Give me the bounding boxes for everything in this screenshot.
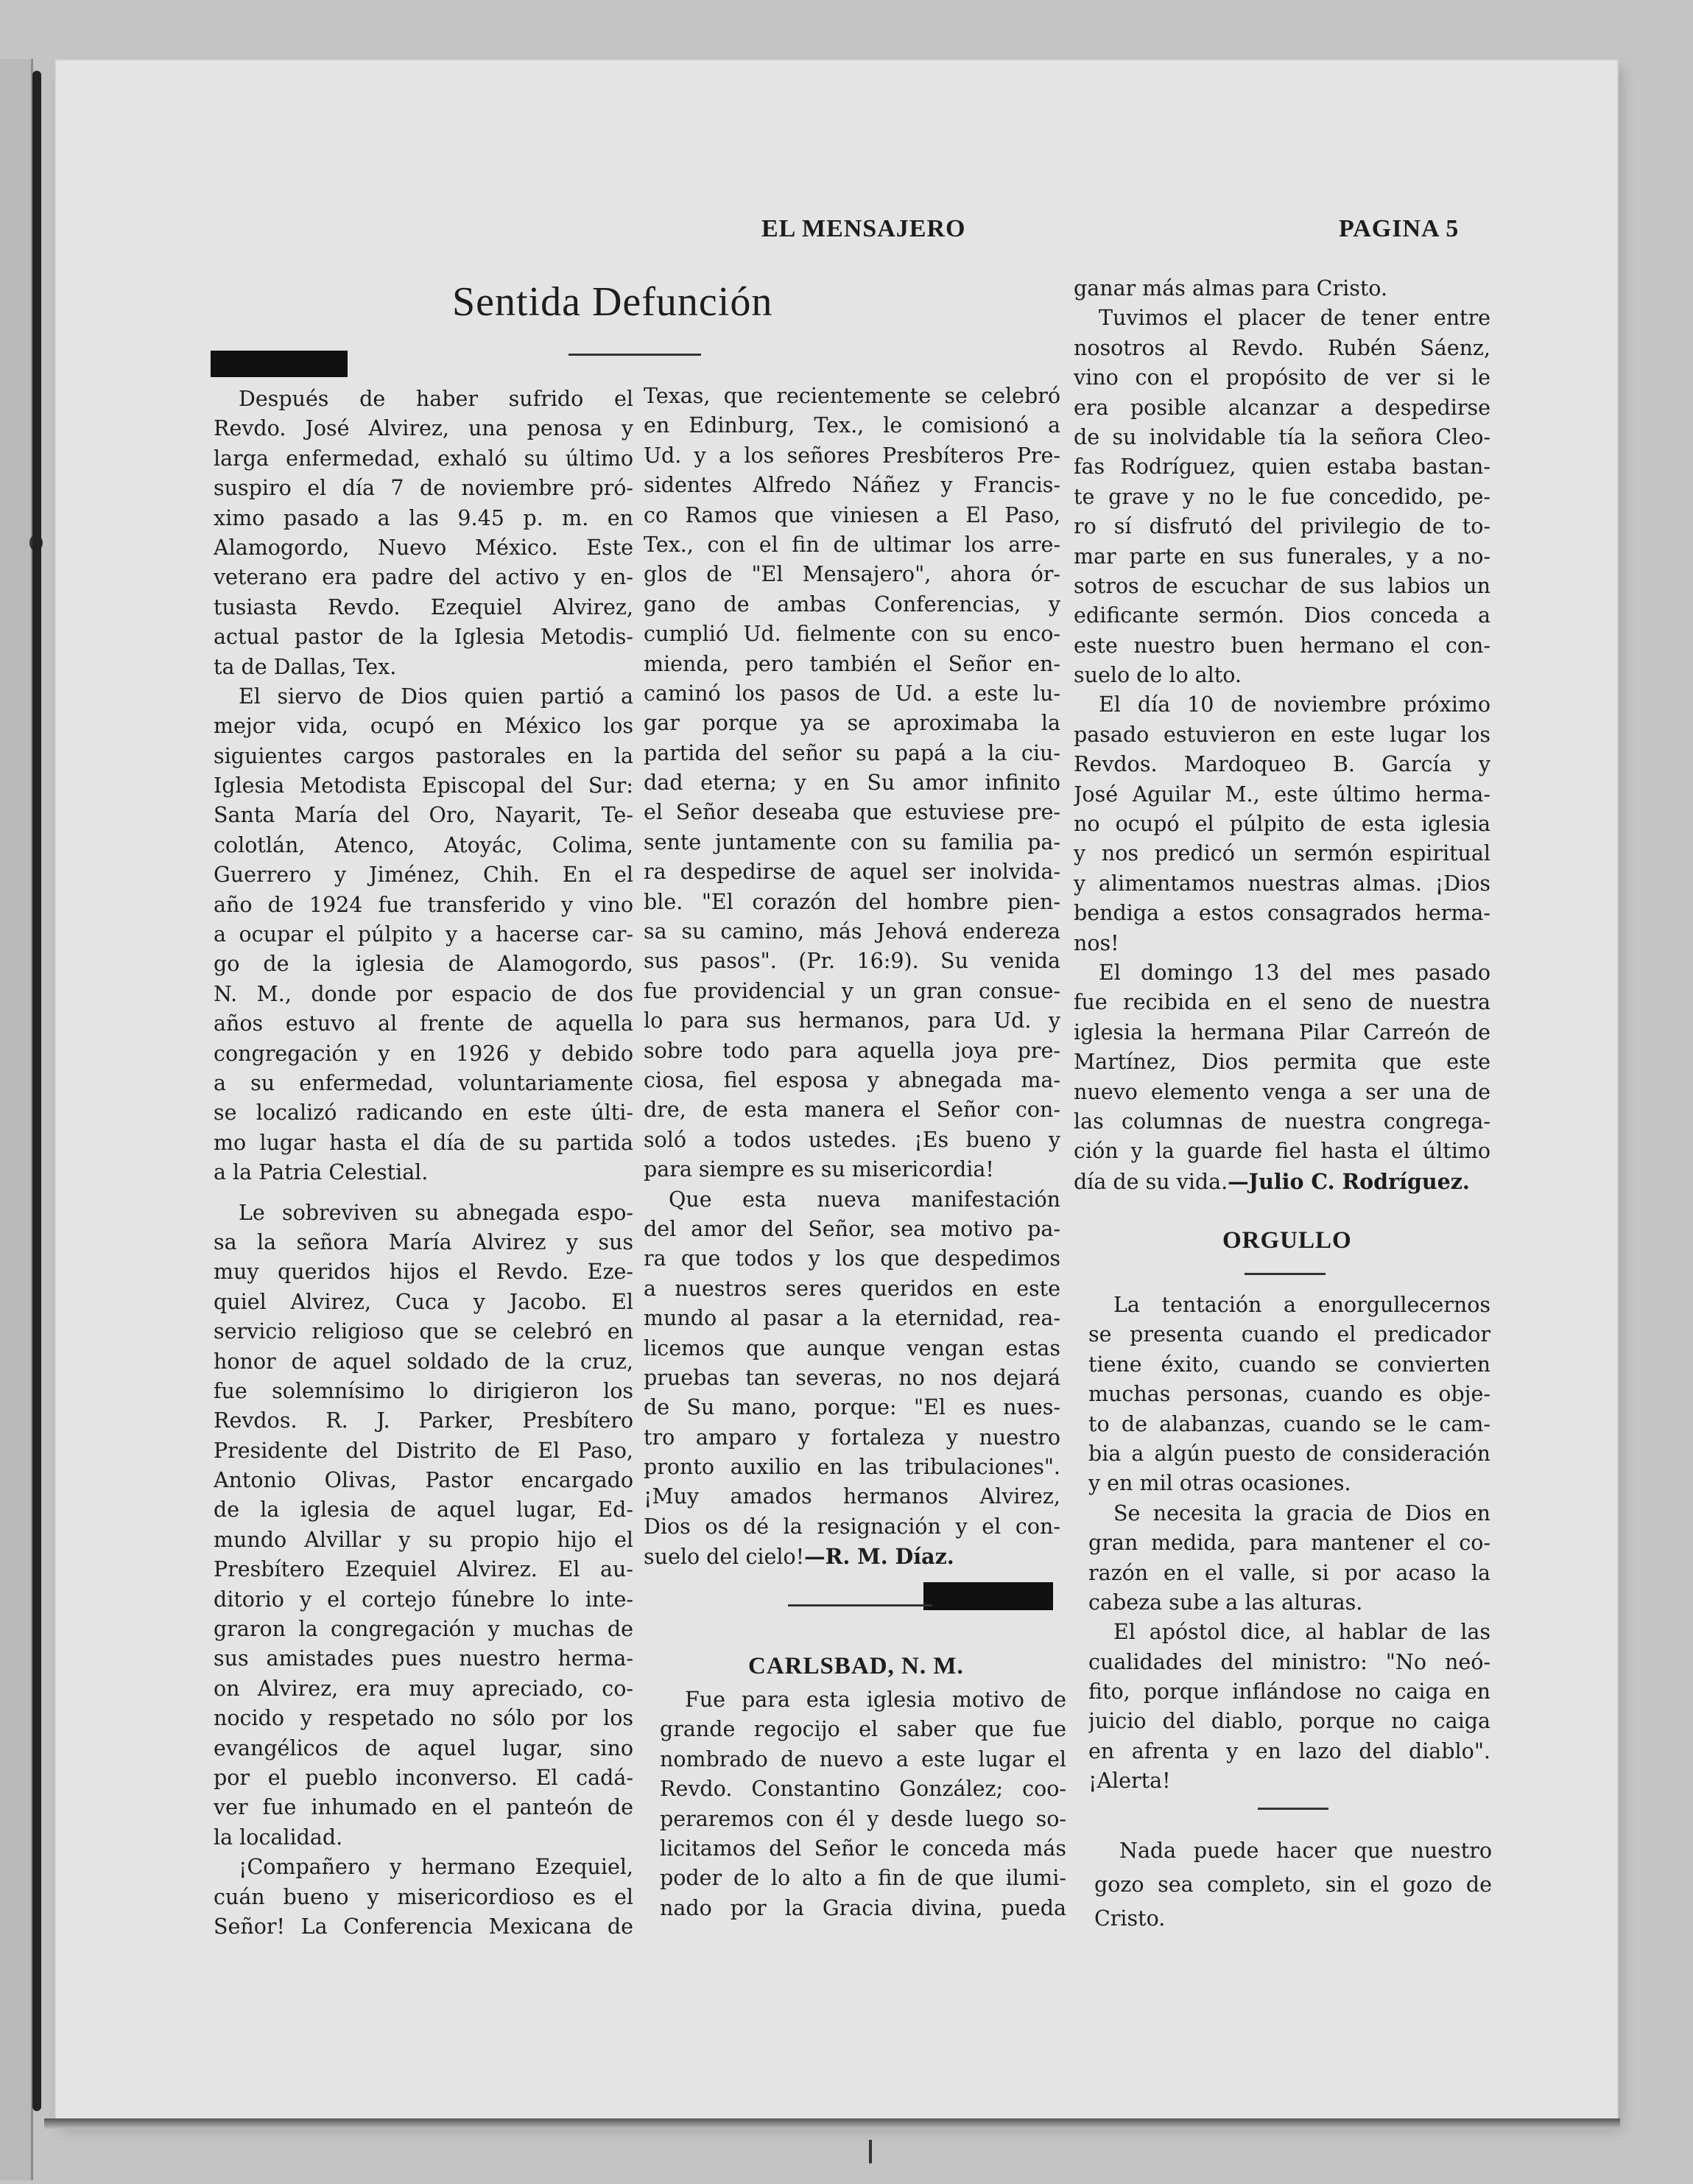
section-rule	[1245, 1273, 1326, 1275]
text-line: a su enfermedad, voluntariamente	[214, 1070, 633, 1095]
text-line: tiene éxito, cuando se convierten	[1088, 1352, 1490, 1377]
text-line: sa su camino, más Jehová endereza	[644, 919, 1060, 944]
text-line: y nos predicó un sermón espiritual	[1074, 841, 1490, 866]
text-line: gran medida, para mantener el co-	[1088, 1531, 1490, 1556]
redaction-block	[923, 1582, 1053, 1610]
text-line: ver fue inhumado en el panteón de	[214, 1795, 633, 1820]
text-line: ra despedirse de aquel ser inolvida-	[644, 860, 1060, 885]
text-line: Guerrero y Jiménez, Chih. En el	[214, 863, 633, 888]
text-line: bia a algún puesto de consideración	[1088, 1441, 1490, 1466]
text-line: glos de "El Mensajero", ahora ór-	[644, 562, 1060, 587]
text-line: Revdo. José Alvirez, una penosa y	[214, 416, 633, 441]
text-line: El día 10 de noviembre próximo	[1099, 692, 1490, 717]
text-line: congregación y en 1926 y debido	[214, 1041, 633, 1066]
text-line: en Edinburg, Tex., le comisionó a	[644, 413, 1060, 438]
text-line: muchas personas, cuando es obje-	[1088, 1382, 1490, 1407]
text-line: licemos que aunque vengan estas	[644, 1335, 1060, 1360]
closing-text: suelo del cielo!	[644, 1545, 805, 1570]
text-line: Revdos. Mardoqueo B. García y	[1074, 752, 1490, 777]
text-line: tro amparo y fortaleza y nuestro	[644, 1425, 1060, 1450]
text-line: honor de aquel soldado de la cruz,	[214, 1349, 633, 1374]
text-line: El apóstol dice, al hablar de las	[1113, 1620, 1490, 1645]
text-line: en afrenta y en lazo del diablo".	[1088, 1738, 1490, 1763]
redaction-block	[211, 351, 348, 377]
text-line: lo para sus hermanos, para Ud. y	[644, 1008, 1060, 1033]
binding-edge	[32, 71, 41, 2111]
text-line: bendiga a estos consagrados herma-	[1074, 901, 1490, 926]
text-line: José Aguilar M., este último herma-	[1074, 782, 1490, 807]
text-line: de su inolvidable tía la señora Cleo-	[1074, 424, 1490, 449]
scan-mark	[869, 2140, 872, 2163]
text-line: nosotros al Revdo. Rubén Sáenz,	[1074, 335, 1490, 360]
text-line: suspiro el día 7 de noviembre pró-	[214, 476, 633, 501]
text-line: El siervo de Dios quien partió a	[239, 684, 633, 709]
text-line: vino con el propósito de ver si le	[1074, 365, 1490, 390]
closing-quote	[1094, 1834, 1492, 1936]
text-line: gano de ambas Conferencias, y	[644, 591, 1060, 617]
text-line: mundo Alvillar y su propio hijo el	[214, 1527, 633, 1552]
text-line: Nada puede hacer que nuestro	[1119, 1839, 1492, 1863]
text-line: ta de Dallas, Tex.	[214, 654, 397, 679]
text-line: pruebas tan severas, no nos dejará	[644, 1365, 1060, 1390]
text-line	[1074, 1167, 1490, 1196]
left-page-edge	[0, 59, 33, 2180]
publication-title: EL MENSAJERO	[761, 215, 966, 242]
text-line: Fue para esta iglesia motivo de	[685, 1688, 1066, 1712]
text-line: Antonio Olivas, Pastor encargado	[214, 1468, 633, 1493]
text-line: fue recibida en el seno de nuestra	[1074, 990, 1490, 1015]
text-line: ción y la guarde fiel hasta el último	[1074, 1139, 1490, 1164]
text-line: el Señor deseaba que estuviese pre-	[644, 800, 1060, 825]
text-line: Cristo.	[1094, 1906, 1166, 1931]
text-line: mienda, pero también el Señor en-	[644, 651, 1060, 676]
text-line: ditorio y el cortejo fúnebre lo inte-	[214, 1587, 633, 1612]
text-line: nado por la Gracia divina, pueda	[660, 1895, 1066, 1920]
text-line: se localizó radicando en este últi-	[214, 1100, 633, 1126]
text-line: a ocupar el púlpito y a hacerse car-	[214, 922, 633, 947]
text-line: años estuvo al frente de aquella	[214, 1011, 633, 1036]
text-line: Dios os dé la resignación y el con-	[644, 1514, 1060, 1539]
text-line: Presbítero Ezequiel Alvirez. El au-	[214, 1557, 633, 1582]
text-line: juicio del diablo, porque no caiga	[1088, 1709, 1490, 1734]
text-line: colotlán, Atenco, Atoyác, Colima,	[214, 832, 633, 857]
text-line: actual pastor de la Iglesia Metodis-	[214, 625, 633, 650]
text-line: a nuestros seres queridos en este	[644, 1276, 1060, 1301]
text-line: mar parte en sus funerales, y a no-	[1074, 544, 1490, 569]
text-line: razón en el valle, si por acaso la	[1088, 1560, 1490, 1585]
text-line: N. M., donde por espacio de dos	[214, 981, 633, 1006]
text-line: Señor! La Conferencia Mexicana de	[214, 1914, 633, 1939]
text-line: no ocupó el púlpito de esta iglesia	[1074, 812, 1490, 837]
text-line: sente juntamente con su familia pa-	[644, 829, 1060, 854]
text-line: cuán bueno y misericordioso es el	[214, 1884, 633, 1909]
text-line: nuevo elemento venga a ser una de	[1074, 1079, 1490, 1104]
column-right	[1074, 274, 1490, 1196]
text-line: licitamos del Señor le conceda más	[660, 1836, 1066, 1861]
text-line: gozo sea completo, sin el gozo de	[1094, 1872, 1492, 1897]
text-line: dad eterna; y en Su amor infinito	[644, 770, 1060, 796]
text-line: cualidades del ministro: "No neó-	[1088, 1649, 1490, 1674]
text-line: on Alvirez, era muy apreciado, co-	[214, 1676, 633, 1701]
text-line: iglesia la hermana Pilar Carreón de	[1074, 1019, 1490, 1044]
text-line: se presenta cuando el predicador	[1088, 1322, 1490, 1347]
text-line: a la Patria Celestial.	[214, 1160, 429, 1185]
text-line: y alimentamos nuestras almas. ¡Dios	[1074, 871, 1490, 896]
text-line: Tex., con el fin de ultimar los arre-	[644, 532, 1060, 557]
article-title: Sentida Defunción	[452, 279, 773, 325]
text-line: soló a todos ustedes. ¡Es bueno y	[644, 1127, 1060, 1152]
text-line: co Ramos que viniesen a El Paso,	[644, 502, 1060, 527]
section-title-orgullo: ORGULLO	[1222, 1227, 1352, 1254]
text-line: to de alabanzas, cuando se le cam-	[1088, 1411, 1490, 1436]
text-line: cumplió Ud. fielmente con su enco-	[644, 622, 1060, 647]
text-line: Texas, que recientemente se celebró	[644, 384, 1060, 408]
carlsbad-text	[660, 1685, 1066, 1923]
text-line: Después de haber sufrido el	[239, 387, 633, 411]
text-line: mundo al pasar a la eternidad, rea-	[644, 1306, 1060, 1331]
text-line: sidentes Alfredo Náñez y Francis-	[644, 473, 1060, 498]
text-line: Martínez, Dios permita que este	[1074, 1050, 1490, 1075]
text-line: era posible alcanzar a despedirse	[1074, 395, 1490, 420]
text-line: quiel Alvirez, Cuca y Jacobo. El	[214, 1289, 633, 1314]
text-line: Le sobreviven su abnegada espo-	[239, 1200, 633, 1225]
text-line: go de la iglesia de Alamogordo,	[214, 952, 633, 977]
text-line: de Su mano, porque: "El es nues-	[644, 1395, 1060, 1420]
text-line: gar porque ya se aproximaba la	[644, 711, 1060, 736]
text-line: sa la señora María Alvirez y sus	[214, 1229, 633, 1254]
title-rule	[569, 354, 701, 356]
text-line: Se necesita la gracia de Dios en	[1113, 1500, 1490, 1525]
author-signature: —Julio C. Rodríguez.	[1228, 1168, 1470, 1194]
text-line: muy queridos hijos el Revdo. Eze-	[214, 1260, 633, 1285]
text-line: Que esta nueva manifestación	[669, 1187, 1060, 1212]
text-line: fas Rodríguez, quien estaba bastan-	[1074, 454, 1490, 480]
text-line: sus amistades pues nuestro herma-	[214, 1646, 633, 1671]
text-line	[644, 1542, 1060, 1571]
text-line: poder de lo alto a fin de que ilumi-	[660, 1866, 1066, 1891]
text-line: siguientes cargos pastorales en la	[214, 743, 633, 768]
column-middle	[644, 382, 1060, 1572]
text-line: caminó los pasos de Ud. a este lu-	[644, 681, 1060, 706]
text-line: ro sí disfrutó del privilegio de to-	[1074, 514, 1490, 539]
text-line: nombrado de nuevo a este lugar el	[660, 1746, 1066, 1772]
text-line: peraremos con él y desde luego so-	[660, 1806, 1066, 1831]
text-line: dre, de esta manera el Señor con-	[644, 1098, 1060, 1123]
text-line: fue solemnísimo lo dirigieron los	[214, 1378, 633, 1403]
text-line: por el pueblo inconverso. El cadá-	[214, 1765, 633, 1790]
text-line: grande regocijo el saber que fue	[660, 1717, 1066, 1742]
text-line: Ud. y a los señores Presbíteros Pre-	[644, 443, 1060, 468]
text-line: ¡Alerta!	[1088, 1769, 1171, 1794]
text-line: Alamogordo, Nuevo México. Este	[214, 535, 633, 560]
text-line: tusiasta Revdo. Ezequiel Alvirez,	[214, 594, 633, 619]
text-line: la localidad.	[214, 1825, 343, 1850]
text-line: para siempre es su misericordia!	[644, 1157, 994, 1182]
text-line: Iglesia Metodista Episcopal del Sur:	[214, 773, 633, 798]
text-line: veterano era padre del activo y en-	[214, 565, 633, 590]
text-line: pronto auxilio en las tribulaciones".	[644, 1455, 1060, 1480]
closing-text: día de su vida.	[1074, 1169, 1228, 1194]
text-line: nos!	[1074, 930, 1119, 955]
column-left	[214, 385, 633, 1942]
text-line: Presidente del Distrito de El Paso,	[214, 1438, 633, 1463]
text-line: pasado estuvieron en este lugar los	[1074, 722, 1490, 747]
text-line: Tuvimos el placer de tener entre	[1099, 306, 1490, 331]
text-line: mo lugar hasta el día de su partida	[214, 1130, 633, 1155]
text-line: ¡Compañero y hermano Ezequiel,	[239, 1855, 633, 1880]
text-line: suelo de lo alto.	[1074, 663, 1242, 688]
text-line: del amor del Señor, sea motivo pa-	[644, 1216, 1060, 1241]
text-line: ciosa, fiel esposa y abnegada ma-	[644, 1067, 1060, 1092]
text-line: El domingo 13 del mes pasado	[1099, 960, 1490, 985]
text-line: Revdos. R. J. Parker, Presbítero	[214, 1408, 633, 1433]
text-line: este nuestro buen hermano el con-	[1074, 633, 1490, 658]
author-signature: —R. M. Díaz.	[804, 1544, 954, 1570]
text-line: ¡Muy amados hermanos Alvirez,	[644, 1484, 1060, 1509]
text-line: mejor vida, ocupó en México los	[214, 714, 633, 739]
text-line: ra que todos y los que despedimos	[644, 1246, 1060, 1271]
text-line: Santa María del Oro, Nayarit, Te-	[214, 803, 633, 828]
text-line: te grave y no le fue concedido, pe-	[1074, 484, 1490, 509]
text-line: La tentación a enorgullecernos	[1113, 1293, 1490, 1317]
page-bottom-edge	[44, 2118, 1620, 2129]
text-line: edificante sermón. Dios conceda a	[1074, 603, 1490, 628]
text-line: evangélicos de aquel lugar, sino	[214, 1735, 633, 1760]
text-line: fito, porque inflándose no caiga en	[1088, 1679, 1490, 1704]
text-line: nocido y respetado no sólo por los	[214, 1706, 633, 1731]
text-line: sotros de escuchar de sus labios un	[1074, 573, 1490, 598]
section-rule	[1258, 1808, 1328, 1810]
text-line: sus pasos". (Pr. 16:9). Su venida	[644, 949, 1060, 974]
text-line: ble. "El corazón del hombre pien-	[644, 889, 1060, 914]
text-line: las columnas de nuestra congrega-	[1074, 1109, 1490, 1134]
text-line: sobre todo para aquella joya pre-	[644, 1038, 1060, 1063]
text-line: año de 1924 fue transferido y vino	[214, 892, 633, 917]
text-line: graron la congregación y muchas de	[214, 1617, 633, 1642]
text-line: ganar más almas para Cristo.	[1074, 276, 1388, 301]
text-line: y en mil otras ocasiones.	[1088, 1471, 1351, 1496]
text-line: larga enfermedad, exhaló su último	[214, 446, 633, 471]
orgullo-text	[1088, 1291, 1490, 1797]
section-rule	[788, 1604, 932, 1607]
text-line: de la iglesia de aquel lugar, Ed-	[214, 1497, 633, 1523]
text-line: servicio religioso que se celebró en	[214, 1319, 633, 1344]
text-line: partida del señor su papá a la ciu-	[644, 740, 1060, 765]
text-line: ximo pasado a las 9.45 p. m. en	[214, 505, 633, 530]
text-line: fue providencial y un gran consue-	[644, 978, 1060, 1003]
text-line: Revdo. Constantino González; coo-	[660, 1777, 1066, 1802]
section-title-carlsbad: CARLSBAD, N. M.	[748, 1653, 964, 1679]
text-line: cabeza sube a las alturas.	[1088, 1590, 1363, 1615]
page-number: PAGINA 5	[1339, 215, 1460, 242]
